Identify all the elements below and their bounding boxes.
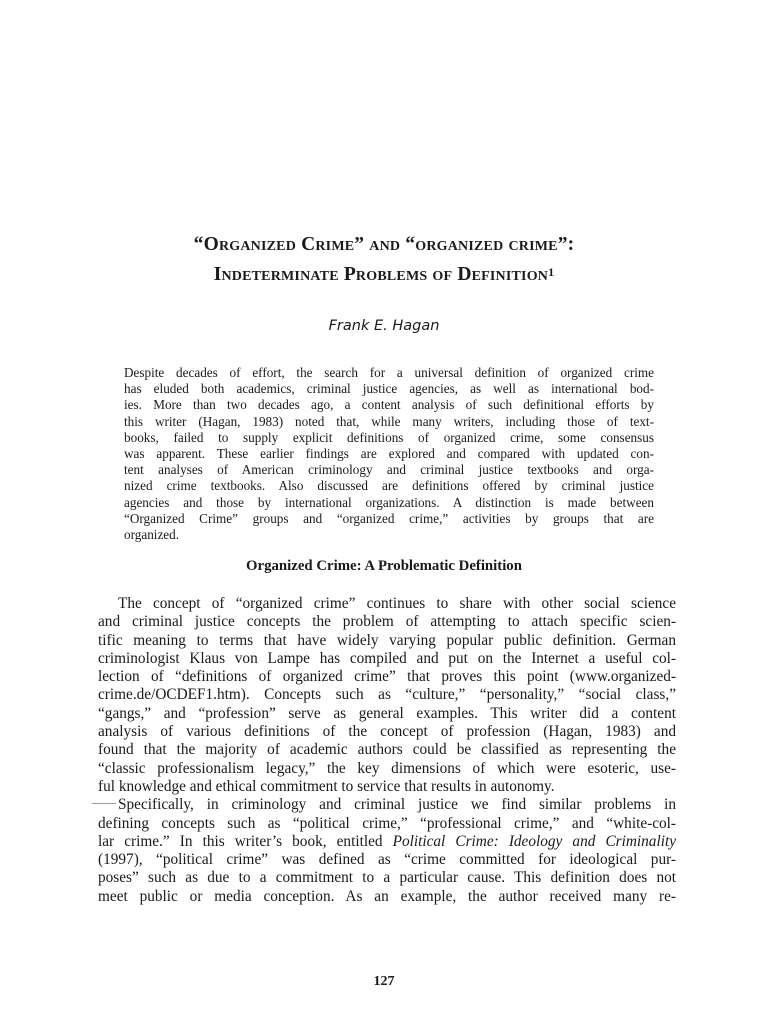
abstract — [124, 365, 654, 543]
body-line: meet public or media conception. As an example, the author received many re- — [98, 887, 676, 905]
body-line: analysis of various definitions of the concept of profession (Hagan, 1983) and — [98, 723, 676, 741]
body-line-with-book-title — [98, 833, 676, 851]
body-line: and criminal justice concepts the problem of attempting to attach specific scien- — [98, 613, 676, 631]
body-line: defining concepts such as “political crime,” “professional crime,” and “white-col- — [98, 814, 676, 832]
body-line: Specifically, in criminology and criminal justice we find similar problems in — [118, 796, 676, 814]
abstract-line: nized crime textbooks. Also discussed are definitions offered by criminal justice — [124, 478, 654, 494]
abstract-line: “Organized Crime” groups and “organized crime,” activities by groups that are — [124, 510, 654, 526]
author-name: Frank E. Hagan — [328, 318, 440, 334]
body-line-text: lar crime.” In this writer’s book, entitled — [98, 832, 393, 850]
abstract-line: books, failed to supply explicit definitions of organized crime, some consensus — [124, 429, 654, 445]
body-text — [98, 595, 676, 906]
body-line: ful knowledge and ethical commitment to service that results in autonomy. — [98, 777, 555, 795]
abstract-line: ies. More than two decades ago, a content analysis of such definitional efforts by — [124, 397, 654, 413]
abstract-line: Despite decades of effort, the search for a universal definition of organized crime — [124, 365, 654, 380]
book-title: Political Crime: Ideology and Criminality — [392, 832, 676, 850]
abstract-line: has eluded both academics, criminal justice agencies, as well as international bod- — [124, 381, 654, 397]
body-line: criminologist Klaus von Lampe has compiled and put on the Internet a useful col- — [98, 649, 676, 667]
abstract-line: tent analyses of American criminology and criminal justice textbooks and orga- — [124, 462, 654, 478]
article-title-text-2: Indeterminate Problems of Definition — [213, 264, 549, 285]
body-line: crime.de/OCDEF1.htm). Concepts such as “culture,” “personality,” “social class,” — [98, 686, 676, 704]
abstract-line: was apparent. These earlier findings are explored and compared with updated con- — [124, 445, 654, 461]
body-line: “classic professionalism legacy,” the key dimensions of which were esoteric, use- — [98, 759, 676, 777]
body-line: found that the majority of academic authors could be classified as representing the — [98, 741, 676, 759]
page-number: 127 — [373, 974, 395, 989]
title-footnote-mark[interactable]: 1 — [548, 265, 555, 279]
abstract-line: this writer (Hagan, 1983) noted that, while many writers, including those of text- — [124, 413, 654, 429]
body-line: tific meaning to terms that have widely varying popular public definition. German — [98, 631, 676, 649]
body-line: The concept of “organized crime” continues to share with other social science — [118, 595, 676, 612]
body-line: “gangs,” and “profession” serve as general examples. This writer did a content — [98, 704, 676, 722]
scan-artifact-line — [92, 803, 116, 804]
section-heading: Organized Crime: A Problematic Definition — [246, 558, 522, 574]
body-line: poses” such as due to a commitment to a particular cause. This definition does not — [98, 869, 676, 887]
body-line: (1997), “political crime” was defined as “crime committed for ideological pur- — [98, 851, 676, 869]
article-title-line-2 — [60, 260, 708, 290]
abstract-line: agencies and those by international organizations. A distinction is made between — [124, 494, 654, 510]
body-line: lection of “definitions of organized crime” that proves this point (www.organized- — [98, 668, 676, 686]
article-title-text-1: “Organized Crime” and “organized crime”: — [193, 234, 575, 255]
abstract-line: organized. — [124, 526, 180, 542]
article-title-line-1 — [60, 230, 708, 260]
